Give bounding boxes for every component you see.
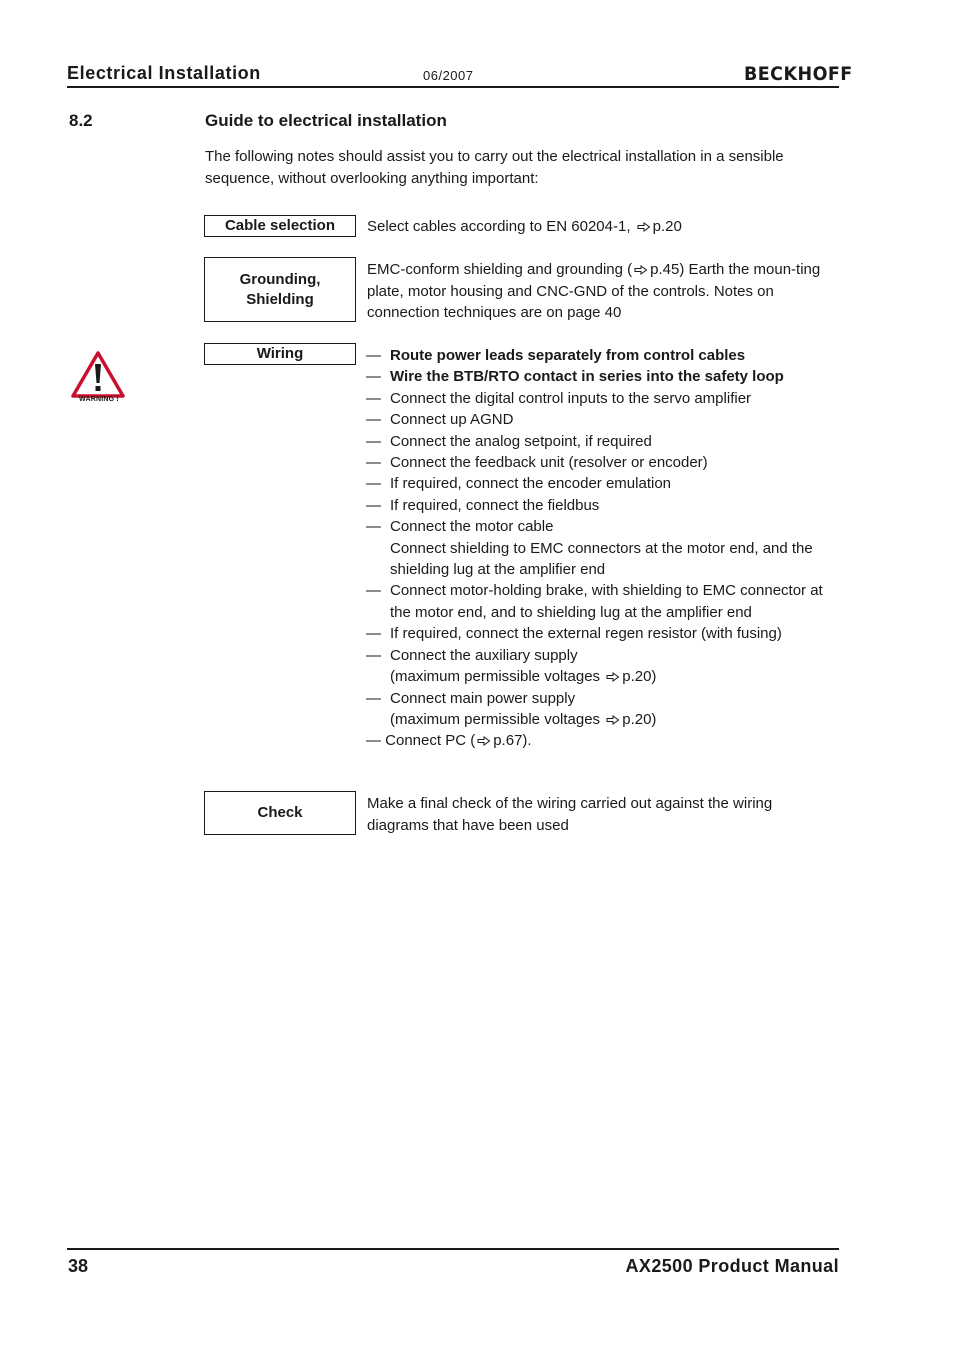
page-number: 38 [68, 1256, 89, 1276]
dash: — [366, 368, 381, 386]
header-date: 06/2007 [423, 68, 474, 83]
arrow-right-icon [634, 265, 648, 275]
list-item: — Connect the auxiliary supply [366, 645, 836, 666]
list-item: — Connect up AGND [366, 409, 836, 430]
list-item: — Connect motor-holding brake, with shielding to EMC connector at the motor end, and to shielding lug at the amplifier end [366, 580, 836, 623]
dash: — [366, 389, 381, 407]
list-item: — Connect PC ( p.67). [366, 732, 532, 750]
list-item-continuation: (maximum permissible voltages p.20) [390, 668, 657, 686]
cable-selection-desc-text: Select cables according to EN 60204-1, [367, 218, 631, 235]
list-item: — Connect the motor cable [366, 516, 836, 537]
list-item: — Connect main power supply [366, 688, 836, 709]
grounding-desc-text: EMC-conform shielding and grounding ( [367, 261, 633, 278]
wiring-list [366, 345, 836, 752]
list-item: — If required, connect the encoder emulation [366, 473, 836, 494]
manual-title: AX2500 Product Manual [625, 1256, 839, 1276]
list-item-continuation: (maximum permissible voltages p.20) [390, 710, 657, 728]
warning-label: WARNING ! [79, 396, 119, 403]
arrow-right-icon [606, 672, 620, 682]
dash: — [366, 347, 381, 364]
shielding-label: Shielding [246, 290, 314, 308]
list-item: — Route power leads separately from control cables [366, 345, 836, 366]
header-rule [67, 86, 839, 88]
list-item: — Connect the feedback unit (resolver or encoder) [366, 452, 836, 473]
wiring-box [204, 343, 356, 365]
arrow-right-icon [637, 222, 651, 232]
cable-selection-label: Cable selection [224, 217, 336, 234]
check-desc: Make a final check of the wiring carried out against the wiring diagrams that have been used [367, 795, 773, 834]
list-item: — If required, connect the external regen resistor (with fusing) [366, 623, 836, 644]
dash: — [366, 625, 381, 643]
cable-selection-page-ref: p.20 [652, 218, 682, 235]
intro-paragraph: The following notes should assist you to carry out the electrical installation in a sensible sequence, without overlooking anything important: [205, 148, 784, 187]
list-item: — Connect the analog setpoint, if required [366, 431, 836, 452]
list-item: — Connect the digital control inputs to the servo amplifier [366, 388, 836, 409]
list-item-continuation: Connect shielding to EMC connectors at the motor end, and the shielding lug at the amplifier end [390, 539, 813, 579]
grounding-desc-rest: p.45) Earth the moun-ting plate, motor housing and CNC-GND of the controls. Notes on connection techniques are on page 40 [367, 261, 821, 321]
footer-rule [67, 1248, 839, 1250]
dash: — [366, 411, 381, 429]
list-item: — Wire the BTB/RTO contact in series into the safety loop [366, 366, 836, 387]
arrow-right-icon [606, 715, 620, 725]
section-title: Guide to electrical installation [205, 111, 447, 130]
cable-selection-box [204, 215, 356, 237]
grounding-label: Grounding, [239, 270, 321, 288]
dash: — [366, 475, 381, 493]
dash: — [366, 582, 381, 600]
cable-selection-desc [367, 216, 837, 238]
dash: — [366, 496, 381, 514]
arrow-right-icon [477, 736, 491, 746]
wiring-label: Wiring [256, 345, 304, 362]
section-number: 8.2 [69, 111, 93, 130]
dash: — [366, 518, 381, 536]
grounding-shielding-box [204, 257, 356, 322]
list-item: — If required, connect the fieldbus [366, 495, 836, 516]
dash: — [366, 646, 381, 664]
check-label: Check [257, 804, 303, 821]
header-section-title: Electrical Installation [67, 63, 261, 83]
dash: — [366, 432, 381, 450]
dash: — [366, 689, 381, 707]
dash: — [366, 454, 381, 472]
brand-logo: BECKHOFF [744, 63, 853, 85]
check-box [204, 791, 356, 835]
grounding-desc [367, 259, 837, 324]
